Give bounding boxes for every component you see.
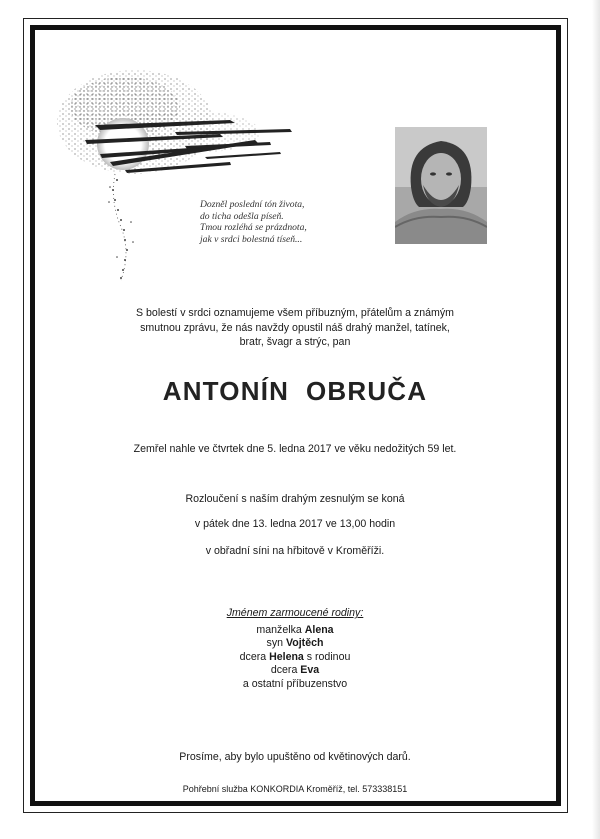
mourner-relation: dcera: [239, 650, 270, 663]
poem-line: do ticha odešla píseň.: [200, 210, 284, 222]
funeral-service-footer: Pohřební služba KONKORDIA Kroměříž, tel. 573338151: [182, 784, 408, 794]
ceremony-line: Rozloučení s naším drahým zesnulým se koná: [185, 493, 405, 505]
mourner-name: Vojtěch: [285, 637, 324, 650]
mourner-entry: [40, 678, 550, 691]
poem-line: Dozněl poslední tón života,: [200, 199, 305, 210]
mourner-entry: [40, 637, 550, 650]
mourner-name: Alena: [304, 624, 334, 636]
intro-line: S bolestí v srdci oznamujeme všem příbuzným, přátelům a známým: [136, 307, 454, 319]
mourner-entry: [40, 624, 550, 637]
poem-line: Tmou rozléhá se prázdnota,: [200, 222, 307, 233]
ceremony-date-line: v pátek dne 13. ledna 2017 ve 13,00 hodin: [194, 518, 396, 530]
mourner-entry: [40, 651, 550, 664]
mourners-title: Jménem zarmoucené rodiny:: [226, 607, 364, 619]
poem: [200, 199, 340, 245]
poem-line: jak v srdci bolestná tíseň...: [200, 233, 303, 245]
announcement-intro: [40, 306, 550, 350]
mourner-relation: manželka: [256, 624, 305, 636]
death-notice: Zemřel nahle ve čtvrtek dne 5. ledna 2017 ve věku nedožitých 59 let.: [133, 443, 457, 455]
paper-edge: [592, 0, 600, 839]
mourner-relation: dcera: [270, 664, 301, 677]
deceased-name: ANTONÍN OBRUČA: [162, 376, 428, 406]
sunset-artwork: [55, 62, 315, 284]
mourner-entry: [40, 664, 550, 677]
flowers-request: Prosíme, aby bylo upuštěno od květinových darů.: [179, 751, 411, 763]
mourner-suffix: s rodinou: [303, 650, 351, 663]
mourner-relation: a ostatní příbuzenstvo: [242, 677, 348, 690]
mourner-name: Helena: [269, 650, 304, 663]
portrait-photo: [395, 127, 487, 244]
mourner-name: Eva: [300, 664, 320, 677]
ceremony-place-line: v obřadní síni na hřbitově v Kroměříži.: [205, 545, 385, 557]
intro-line: smutnou zprávu, že nás navždy opustil náš drahý manžel, tatínek,: [140, 321, 450, 334]
mourners-list: [40, 624, 550, 691]
mourner-relation: syn: [266, 637, 286, 650]
intro-line: bratr, švagr a strýc, pan: [239, 336, 351, 349]
